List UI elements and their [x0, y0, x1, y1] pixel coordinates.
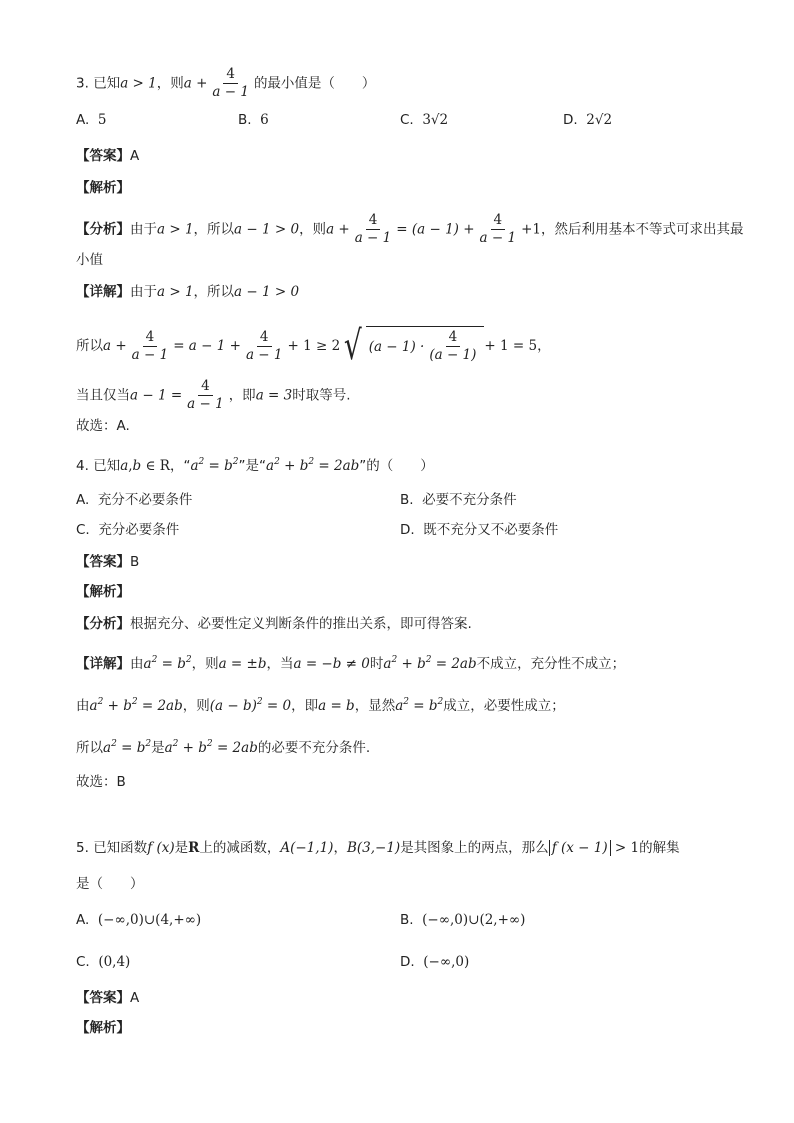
q3-xiangjie: [76, 282, 299, 302]
q5-option-a: [76, 910, 201, 930]
answer-value: A: [130, 148, 140, 164]
stem-text: 已知: [93, 458, 121, 474]
option-letter: B.: [238, 112, 252, 128]
q5-answer: [76, 988, 139, 1008]
fraction-numerator: 4: [223, 66, 238, 84]
math-expr: B(3,−1): [346, 840, 401, 856]
text: 由于: [130, 284, 157, 300]
q4-stem: [76, 452, 434, 476]
option-letter: A.: [76, 112, 90, 128]
math-expr: a = 3: [255, 387, 293, 404]
fraction-numerator: 4: [257, 329, 272, 347]
radical-sign: √: [344, 323, 362, 369]
stem-text: 是（ ）: [76, 876, 144, 892]
q3-equality: [76, 378, 351, 413]
option-text: (−∞,0)∪(2,+∞): [422, 912, 526, 928]
math-expr: a +: [326, 221, 350, 238]
math-expr: $a^2 = b^2$: [143, 655, 192, 672]
stem-text: 的最小值是（ ）: [253, 75, 376, 92]
math-expr: ,: [128, 458, 133, 474]
option-text: 3√2: [422, 112, 449, 128]
fraction-denominator: a − 1: [479, 230, 517, 246]
q3-derivation: [76, 323, 551, 369]
option-text: (0,4): [98, 954, 131, 970]
text: 根据充分、必要性定义判断条件的推出关系，即可得答案.: [130, 616, 472, 632]
math-expr: $a^2 = b^2$: [190, 457, 239, 474]
question-number: 4.: [76, 458, 89, 474]
q5-analysis-label: [76, 1018, 130, 1038]
math-expr: = a − 1 +: [173, 338, 241, 354]
answer-value: B: [130, 554, 140, 570]
fraction-numerator: 4: [143, 329, 158, 347]
text: 是: [151, 740, 165, 756]
fraction: [209, 66, 252, 101]
option-text: 既不充分又不必要条件: [423, 522, 559, 538]
q5-option-b: [400, 910, 525, 930]
math-expr: a − 1 > 0: [234, 221, 300, 238]
answer-label: 【答案】: [76, 554, 130, 570]
q3-analysis-label: [76, 178, 130, 198]
math-expr: a: [120, 458, 129, 474]
text: ，当: [266, 656, 294, 672]
math-expr: f (x − 1): [549, 840, 611, 856]
math-expr: A(−1,1): [280, 840, 334, 856]
option-letter: A.: [76, 912, 90, 928]
q3-choice: [76, 416, 130, 436]
q3-option-b: [238, 110, 269, 130]
xiangjie-label: 【详解】: [76, 656, 130, 672]
math-expr: $a^2 + b^2 = 2ab$: [266, 457, 360, 474]
fenxi-label: 【分析】: [76, 616, 130, 632]
fenxi-label: 【分析】: [76, 221, 130, 238]
math-expr: $(a - b)^2 = 0$: [209, 697, 292, 714]
q3-fenxi: [76, 212, 744, 247]
math-expr: a +: [103, 338, 127, 354]
math-expr: a > 1: [157, 221, 194, 238]
question-number: 3.: [76, 75, 89, 92]
fraction: [426, 329, 479, 364]
text: ，即: [228, 387, 256, 404]
stem-text: ”是“: [238, 458, 267, 474]
option-letter: A.: [76, 492, 90, 508]
text: 不成立，充分性不成立；: [476, 656, 626, 672]
math-expr: a = ±b: [218, 656, 267, 672]
xiangjie-label: 【详解】: [76, 284, 130, 300]
math-expr: $a^2 + b^2 = 2ab$: [383, 655, 477, 672]
option-text: 6: [260, 112, 269, 128]
question-number: 5.: [76, 840, 89, 856]
math-expr: = (a − 1) +: [396, 221, 475, 238]
option-text: 充分不必要条件: [97, 492, 193, 508]
q4-option-d: [400, 520, 558, 540]
math-expr: +1: [521, 221, 541, 238]
q3-stem: [76, 66, 375, 101]
math-expr: R: [188, 840, 200, 856]
stem-text: 已知: [93, 75, 121, 92]
stem-text: ”的（ ）: [359, 458, 434, 474]
math-expr: a − 1 > 0: [234, 284, 300, 300]
math-expr: a = b: [318, 698, 355, 714]
fraction: [184, 378, 227, 413]
q4-option-a: [76, 490, 192, 510]
q4-answer: [76, 552, 139, 572]
fraction-numerator: 4: [198, 378, 213, 396]
q4-fenxi: [76, 614, 472, 634]
fraction-denominator: a − 1: [187, 396, 224, 412]
answer-label: 【答案】: [76, 148, 130, 164]
q5-stem-cont: [76, 874, 144, 894]
text: 时: [369, 656, 384, 672]
option-letter: B.: [400, 492, 414, 508]
math-expr: $a^2 + b^2 = 2ab$: [164, 739, 258, 756]
option-text: (−∞,0): [423, 954, 470, 970]
q3-fenxi-cont: [76, 250, 103, 270]
q5-option-d: [400, 952, 469, 972]
q4-option-c: [76, 520, 179, 540]
fraction: [129, 329, 172, 364]
fraction-denominator: a − 1: [245, 346, 283, 363]
math-expr: a − 1 =: [130, 387, 183, 404]
fraction-numerator: 4: [366, 212, 381, 230]
text: 由: [130, 656, 144, 672]
text: ，即: [291, 698, 319, 714]
square-root: [340, 323, 484, 369]
q3-answer: [76, 146, 139, 166]
q5-option-c: [76, 952, 130, 972]
fraction-denominator: a − 1: [354, 230, 392, 246]
math-expr: f (x): [147, 840, 175, 856]
text: ，所以: [193, 221, 235, 238]
text: ，所以: [193, 284, 235, 300]
option-letter: B.: [400, 912, 414, 928]
math-expr: $a^2 + b^2 = 2ab$: [89, 697, 183, 714]
stem-text: 是其图象上的两点，那么: [400, 840, 549, 856]
q4-choice: [76, 772, 126, 792]
q4-option-b: [400, 490, 517, 510]
option-letter: D.: [563, 112, 578, 128]
math-expr: $a^2 = b^2$: [395, 697, 444, 714]
option-letter: D.: [400, 522, 415, 538]
text: 故选：A.: [76, 418, 130, 434]
answer-label: 【答案】: [76, 990, 130, 1006]
text: 由于: [130, 221, 157, 238]
fraction: [243, 329, 286, 364]
math-expr: a > 1: [157, 284, 194, 300]
text: ，则: [299, 221, 327, 238]
stem-text: 上的减函数，: [199, 840, 281, 856]
answer-value: A: [130, 990, 140, 1006]
radicand: [366, 326, 485, 366]
text: 时取等号.: [292, 387, 351, 404]
q4-line3: [76, 734, 370, 758]
q3-option-c: [400, 110, 448, 130]
analysis-label: 【解析】: [76, 584, 130, 600]
text: 由: [76, 698, 90, 714]
math-expr: + 1 = 5，: [484, 338, 551, 354]
text: ，则: [182, 698, 210, 714]
stem-text: 的解集: [639, 840, 680, 856]
option-text: 2√2: [586, 112, 613, 128]
fraction-numerator: 4: [491, 212, 506, 230]
fraction-numerator: 4: [446, 329, 461, 347]
stem-text: ，则: [156, 75, 184, 92]
math-expr: > 1: [610, 840, 640, 856]
option-text: (−∞,0)∪(4,+∞): [97, 912, 202, 928]
fraction: [352, 212, 395, 247]
fraction-denominator: (a − 1): [429, 347, 477, 363]
stem-text: ，“: [169, 458, 191, 474]
option-text: 充分必要条件: [98, 522, 180, 538]
math-expr: a +: [183, 75, 208, 92]
text: 故选：B: [76, 774, 126, 790]
option-text: 5: [97, 112, 107, 128]
option-letter: C.: [400, 112, 414, 128]
analysis-label: 【解析】: [76, 180, 130, 196]
math-expr: a = −b ≠ 0: [293, 656, 370, 672]
q4-xiangjie: [76, 650, 625, 674]
text: 所以: [76, 338, 103, 354]
q3-option-a: [76, 110, 106, 130]
math-expr: ∈ R: [141, 458, 170, 474]
stem-text: 已知函数: [93, 840, 148, 856]
option-letter: C.: [76, 954, 90, 970]
option-letter: C.: [76, 522, 90, 538]
text: ，显然: [354, 698, 396, 714]
fraction-denominator: a − 1: [131, 346, 169, 363]
q4-line2: [76, 692, 565, 716]
math-expr: a > 1: [120, 75, 157, 92]
stem-text: 是: [174, 840, 189, 856]
option-text: 必要不充分条件: [422, 492, 517, 508]
text: 的必要不充分条件.: [257, 740, 371, 756]
text: 当且仅当: [76, 387, 130, 404]
option-letter: D.: [400, 954, 415, 970]
math-expr: b: [132, 458, 142, 474]
text: 成立，必要性成立；: [443, 698, 565, 714]
q4-analysis-label: [76, 582, 130, 602]
fraction: [477, 212, 520, 247]
q3-option-d: [563, 110, 612, 130]
text: 所以: [76, 740, 103, 756]
text: ，然后利用基本不等式可求出其最: [541, 221, 744, 238]
math-expr: + 1 ≥ 2: [287, 338, 341, 354]
math-expr: (a − 1) ·: [368, 338, 425, 355]
math-expr: $a^2 = b^2$: [103, 739, 152, 756]
q5-stem: [76, 838, 680, 858]
analysis-label: 【解析】: [76, 1020, 130, 1036]
text: 小值: [76, 252, 103, 268]
text: ，则: [191, 656, 219, 672]
fraction-denominator: a − 1: [212, 84, 249, 100]
stem-text: ，: [333, 840, 347, 856]
